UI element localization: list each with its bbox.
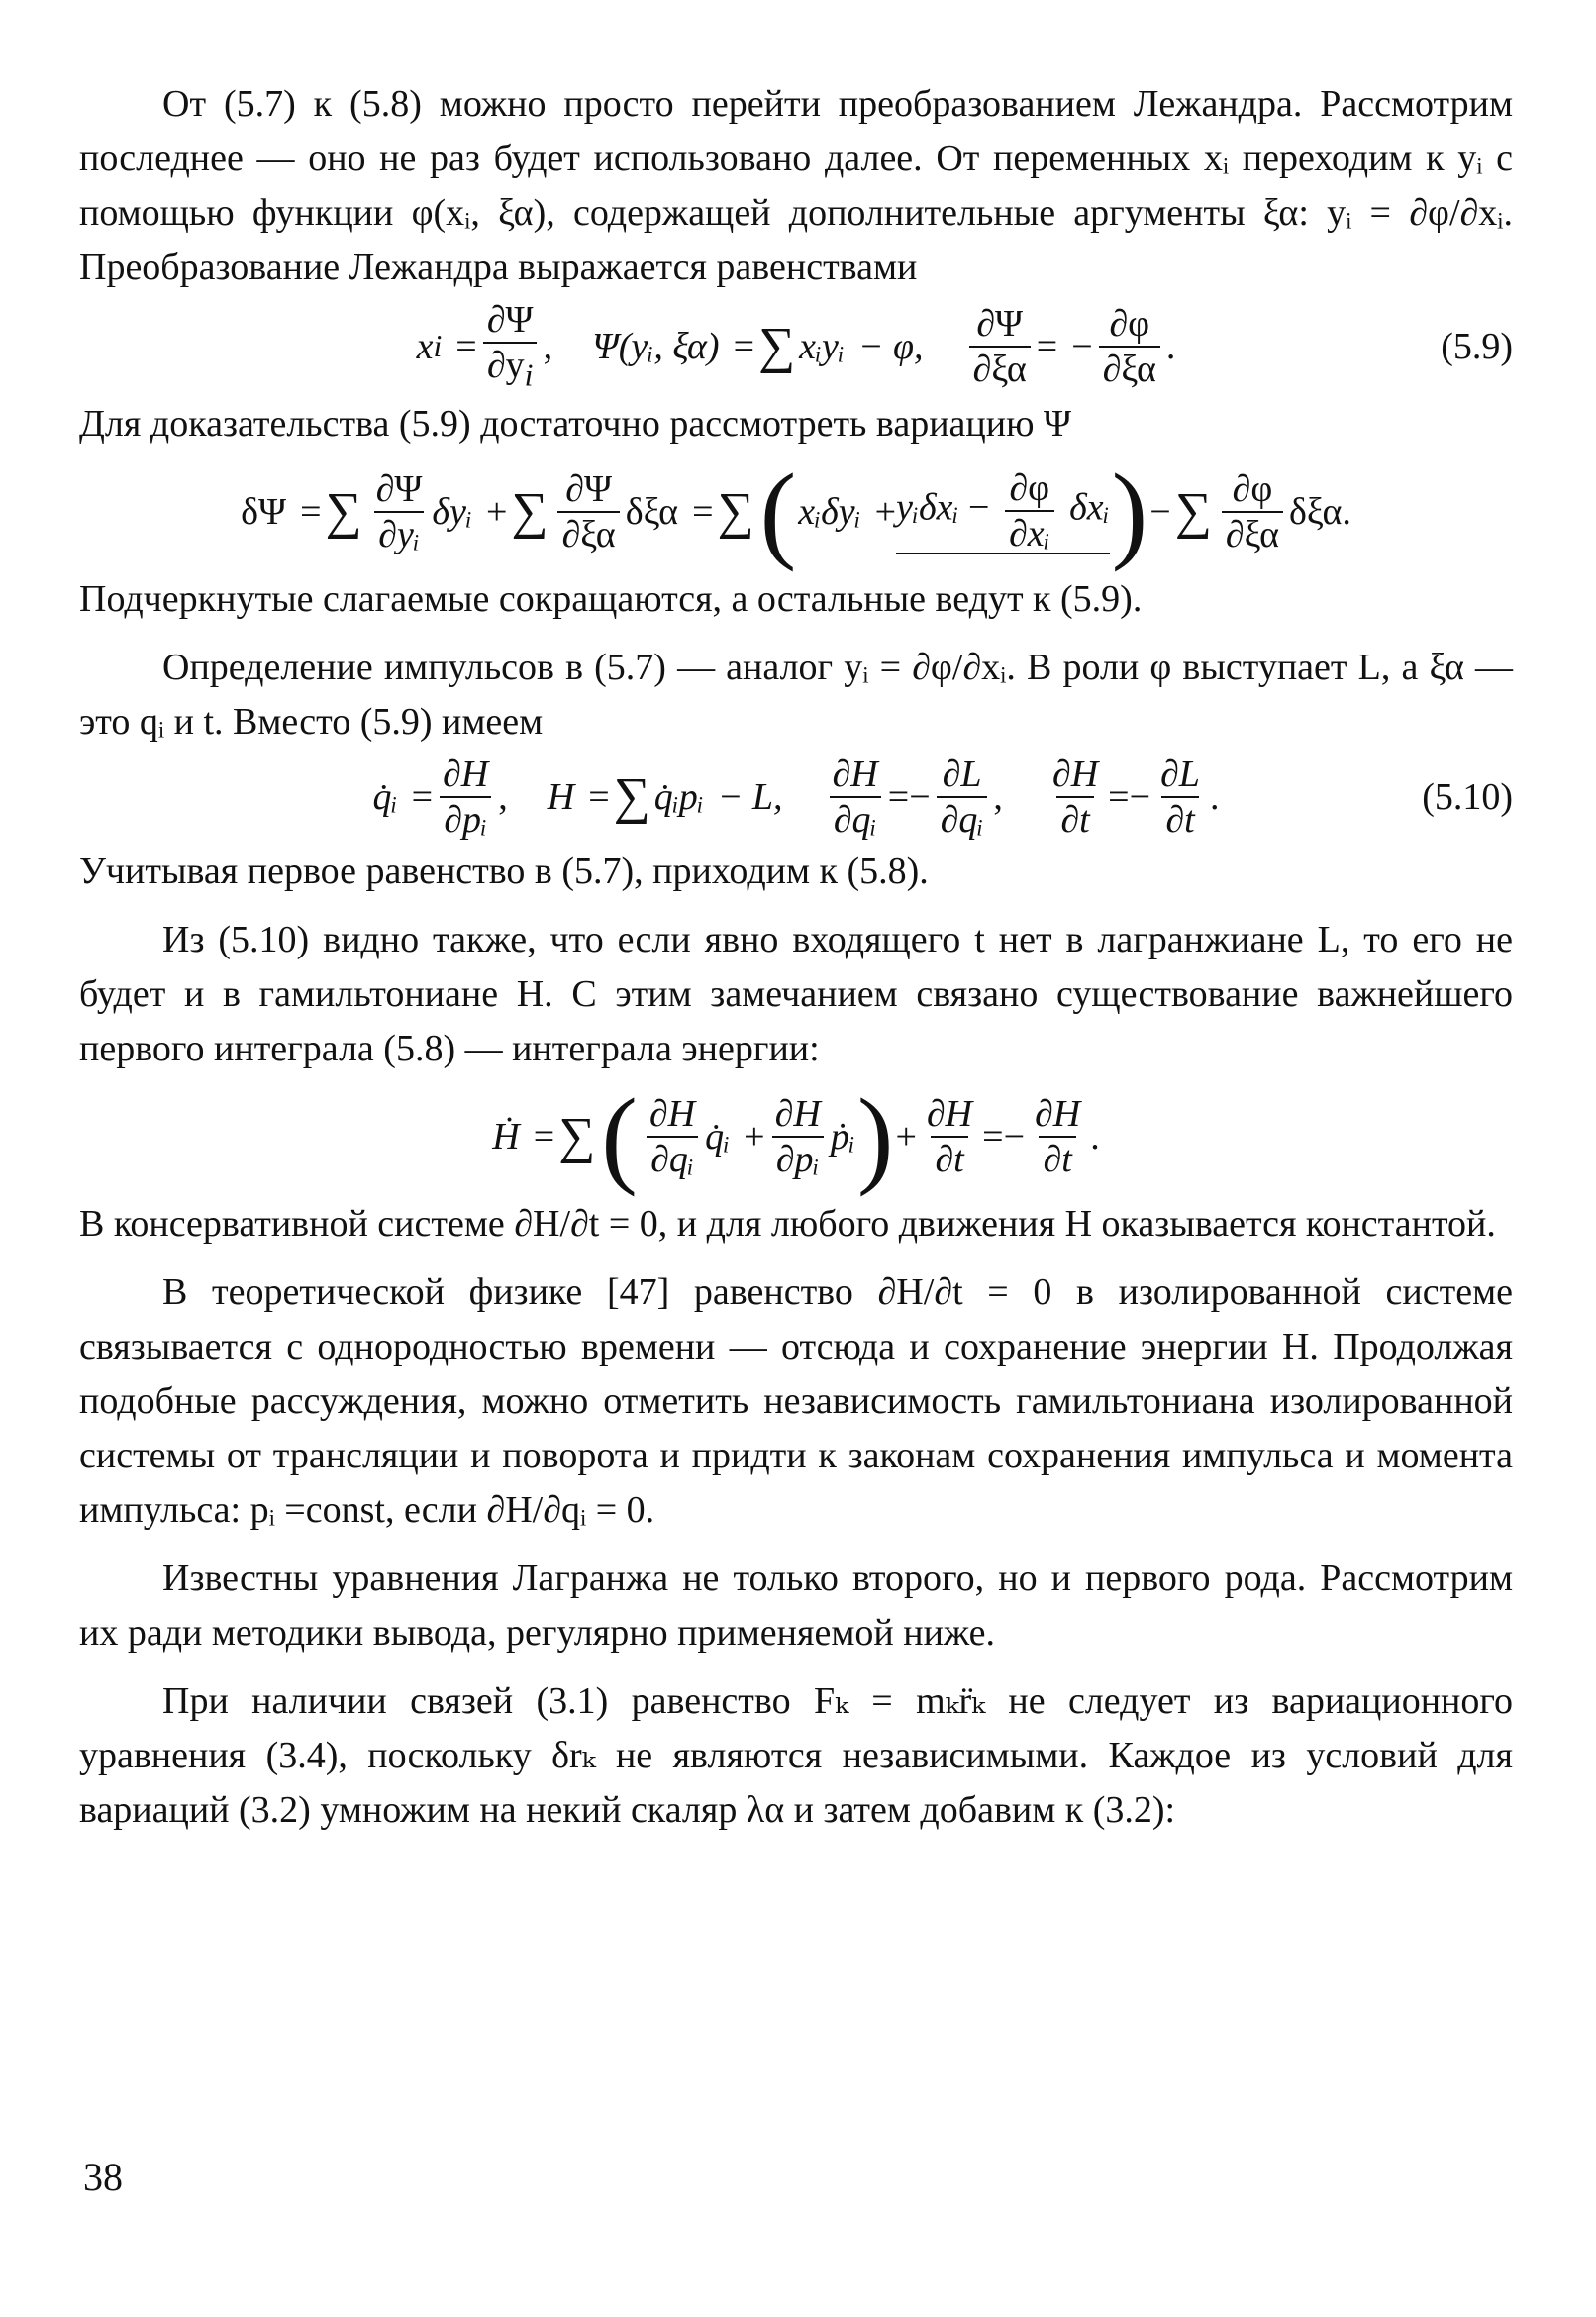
var-frac3-den: ∂xᵢ <box>1005 510 1054 553</box>
var-dxiv: δξα <box>625 491 679 534</box>
en-plus-2: + <box>895 1116 917 1158</box>
eq59-psi-args: Ψ(yᵢ, ξα) <box>592 325 720 367</box>
eq59-minus: − <box>1071 325 1093 367</box>
sum-symbol: ∑ <box>758 317 796 374</box>
sum-symbol: ∑ <box>325 483 362 541</box>
eq510-comma-2: , <box>993 776 1003 819</box>
var-plus: + <box>485 491 508 534</box>
eq59-minus-phi: − φ, <box>857 325 924 367</box>
equation-5-10 <box>79 754 1513 842</box>
var-frac-dphi-dx <box>1005 469 1054 553</box>
eq510-frac-dl-dq <box>937 754 988 842</box>
eq59-equals-2: = <box>733 325 755 367</box>
paragraph-theoretical-physics: В теоретической физике [47] равенство ∂H/∂t = 0 в изолированной системе связывается с однородностью времени — отсюда и сохранение энергии H. Продолжая подобные рассуждения, можно отметить независимость гамильтониана изолированной системы от трансляции и поворота и придти к законам сохранения импульса и момента импульса: pᵢ =const, если ∂H/∂qᵢ = 0. <box>79 1271 1513 1532</box>
eq510-equals-3: = <box>887 776 910 819</box>
en-equals: = <box>533 1116 555 1158</box>
eq59-frac2-den: ∂ξα <box>969 346 1031 388</box>
var-frac-dphi-dxi <box>1222 470 1283 554</box>
var-period: . <box>1342 491 1351 534</box>
var-minus-2: − <box>1149 491 1171 534</box>
eq59-comma: , <box>543 325 553 367</box>
en-frac4-den: ∂t <box>1039 1136 1075 1178</box>
en-qdot: q̇ᵢ <box>705 1116 731 1158</box>
var-frac2-den: ∂ξα <box>557 511 619 554</box>
eq510-frac5-den: ∂t <box>1161 796 1198 839</box>
var-equals-2: = <box>692 491 714 534</box>
eq59-frac-dphi-dxi <box>1099 302 1160 390</box>
book-page <box>79 77 1513 2256</box>
eq510-frac2-num: ∂H <box>832 754 878 796</box>
eq510-frac-dh-dq <box>829 754 882 842</box>
eq510-frac1-num: ∂H <box>443 754 489 796</box>
var-frac1-den: ∂yᵢ <box>374 511 424 554</box>
en-period: . <box>1090 1116 1100 1158</box>
eq59-equals-3: = <box>1036 325 1058 367</box>
var-frac-dpsi-dxi <box>557 470 619 554</box>
en-plus: + <box>744 1116 765 1158</box>
paragraph-underlined-cancel: Подчеркнутые слагаемые сокращаются, а остальные ведут к (5.9). <box>79 578 1143 621</box>
equation-energy <box>79 1076 1513 1198</box>
en-minus: − <box>1003 1116 1025 1158</box>
eq510-equals-2: = <box>588 776 610 819</box>
en-frac-dh-dt-2 <box>1031 1093 1084 1181</box>
eq59-xy: xᵢyᵢ <box>799 325 845 367</box>
sum-symbol: ∑ <box>511 483 549 541</box>
en-equals-2: = <box>982 1116 1004 1158</box>
var-minus: − <box>968 486 990 529</box>
sum-symbol: ∑ <box>613 768 650 826</box>
right-paren: ) <box>1111 452 1148 573</box>
eq510-frac4-num: ∂H <box>1051 754 1099 796</box>
eq510-minus-L: − L, <box>717 776 783 819</box>
page-number: 38 <box>83 2155 123 2199</box>
en-frac-dh-dt <box>923 1093 976 1181</box>
paragraph-legendre-intro: От (5.7) к (5.8) можно просто перейти преобразованием Лежандра. Рассмотрим последнее — оно не раз будет использовано далее. От переменных xᵢ переходим к yᵢ с помощью функции φ(xᵢ, ξα), содержащей дополнительные аргументы ξα: yᵢ = ∂φ/∂xᵢ. Преобразование Лежандра выражается равенствами <box>79 83 1513 288</box>
var-dxiv-2: δξα <box>1289 491 1343 534</box>
eq510-qdot: q̇ᵢ <box>372 776 398 819</box>
eq510-equals: = <box>411 776 433 819</box>
eq59-dy: ∂y <box>486 345 525 386</box>
eq59-sub-i: i <box>524 357 534 393</box>
eq510-frac-dh-dp <box>439 754 492 842</box>
eq59-frac-dpsi-dxi <box>969 302 1031 390</box>
sum-symbol: ∑ <box>1174 483 1212 541</box>
paragraph-conservative-system: В консервативной системе ∂H/∂t = 0, и для любого движения H оказывается константой. <box>79 1203 1496 1246</box>
en-Hdot: Ḣ <box>492 1116 520 1158</box>
var-lhs: δΨ <box>241 491 287 534</box>
paragraph-momenta-definition: Определение импульсов в (5.7) — аналог yᵢ = ∂φ/∂xᵢ. В роли φ выступает L, а ξα — это qᵢ и t. Вместо (5.9) имеем <box>79 647 1513 744</box>
eq59-period: . <box>1165 325 1176 367</box>
paragraph-variation-intro: Для доказательства (5.9) достаточно рассмотреть вариацию Ψ <box>79 403 1071 446</box>
eq510-frac5-num: ∂L <box>1160 754 1200 796</box>
eq510-frac4-den: ∂t <box>1056 796 1093 839</box>
eq510-minus: − <box>909 776 931 819</box>
equation-5-9 <box>79 301 1513 391</box>
eq59-i: i <box>433 328 443 363</box>
en-frac-dh-dp <box>771 1093 825 1181</box>
var-frac4-num: ∂φ <box>1232 468 1273 511</box>
equation-number-5-10: (5.10) <box>1422 776 1513 819</box>
eq59-equals: = <box>455 325 477 367</box>
paragraph-lagrange-first-kind: Известны уравнения Лагранжа не только второго, но и первого рода. Рассмотрим их ради методики вывода, регулярно применяемой ниже. <box>79 1558 1513 1655</box>
var-equals: = <box>300 491 322 534</box>
eq59-frac-den <box>483 342 538 391</box>
var-dxv: δxᵢ <box>1069 486 1110 529</box>
var-xdy: xᵢδyᵢ <box>798 491 861 534</box>
var-ydx: yᵢδxᵢ <box>896 486 959 529</box>
eq510-H: H <box>547 776 575 819</box>
en-frac2-den: ∂pᵢ <box>772 1136 824 1178</box>
left-paren: ( <box>601 1076 638 1198</box>
eq59-frac3-num: ∂φ <box>1109 302 1150 345</box>
var-frac2-num: ∂Ψ <box>565 468 612 511</box>
eq59-frac-dpsi-dy <box>483 301 538 391</box>
en-frac1-den: ∂qᵢ <box>647 1136 698 1178</box>
eq510-period: . <box>1209 776 1220 819</box>
eq510-frac3-den: ∂qᵢ <box>937 796 988 839</box>
right-paren: ) <box>856 1076 894 1198</box>
paragraph-energy-integral: Из (5.10) видно также, что если явно входящего t нет в лагранжиане L, то его не будет и в гамильтониане H. С этим замечанием связано существование важнейшего первого интеграла (5.8) — интеграла энергии: <box>79 919 1513 1070</box>
eq510-frac3-num: ∂L <box>942 754 982 796</box>
eq510-equals-4: = <box>1108 776 1130 819</box>
en-frac1-num: ∂H <box>648 1093 696 1136</box>
var-plus-2: + <box>874 491 897 534</box>
var-frac-dpsi-dy <box>372 470 427 554</box>
paragraph-first-equality: Учитывая первое равенство в (5.7), приходим к (5.8). <box>79 851 929 893</box>
en-frac-dh-dq <box>646 1093 699 1181</box>
paragraph-constraints: При наличии связей (3.1) равенство Fₖ = mₖr̈ₖ не следует из вариационного уравнения (3.4), поскольку δrₖ не являются независимыми. Каждое из условий для вариаций (3.2) умножим на некий скаляр λα и затем добавим к (3.2): <box>79 1680 1513 1832</box>
en-frac3-num: ∂H <box>926 1093 973 1136</box>
equation-variation-psi <box>79 452 1513 573</box>
eq510-comma: , <box>498 776 508 819</box>
equation-number-5-9: (5.9) <box>1441 325 1513 367</box>
eq510-frac2-den: ∂qᵢ <box>830 796 881 839</box>
eq510-qp: q̇ᵢpᵢ <box>653 776 704 819</box>
eq510-frac-dh-dt <box>1048 754 1102 842</box>
en-frac4-num: ∂H <box>1035 1093 1081 1136</box>
eq510-minus-2: − <box>1129 776 1151 819</box>
var-frac1-num: ∂Ψ <box>375 468 423 511</box>
var-dyv: δyᵢ <box>432 491 472 534</box>
eq59-frac3-den: ∂ξα <box>1099 346 1160 388</box>
sum-symbol: ∑ <box>717 483 754 541</box>
en-pdot: ṗᵢ <box>830 1116 855 1158</box>
en-frac2-num: ∂H <box>774 1093 821 1136</box>
var-frac3-num: ∂φ <box>1009 467 1050 510</box>
eq510-frac-dl-dt <box>1156 754 1204 842</box>
left-paren: ( <box>759 452 797 573</box>
eq59-x: x <box>416 325 434 367</box>
eq59-frac2-num: ∂Ψ <box>976 302 1024 345</box>
underlined-terms <box>896 469 1110 554</box>
eq59-frac-num: ∂Ψ <box>486 299 534 341</box>
var-frac4-den: ∂ξα <box>1222 511 1283 554</box>
en-frac3-den: ∂t <box>931 1136 967 1178</box>
sum-symbol: ∑ <box>558 1108 596 1165</box>
eq510-frac1-den: ∂pᵢ <box>440 796 491 839</box>
